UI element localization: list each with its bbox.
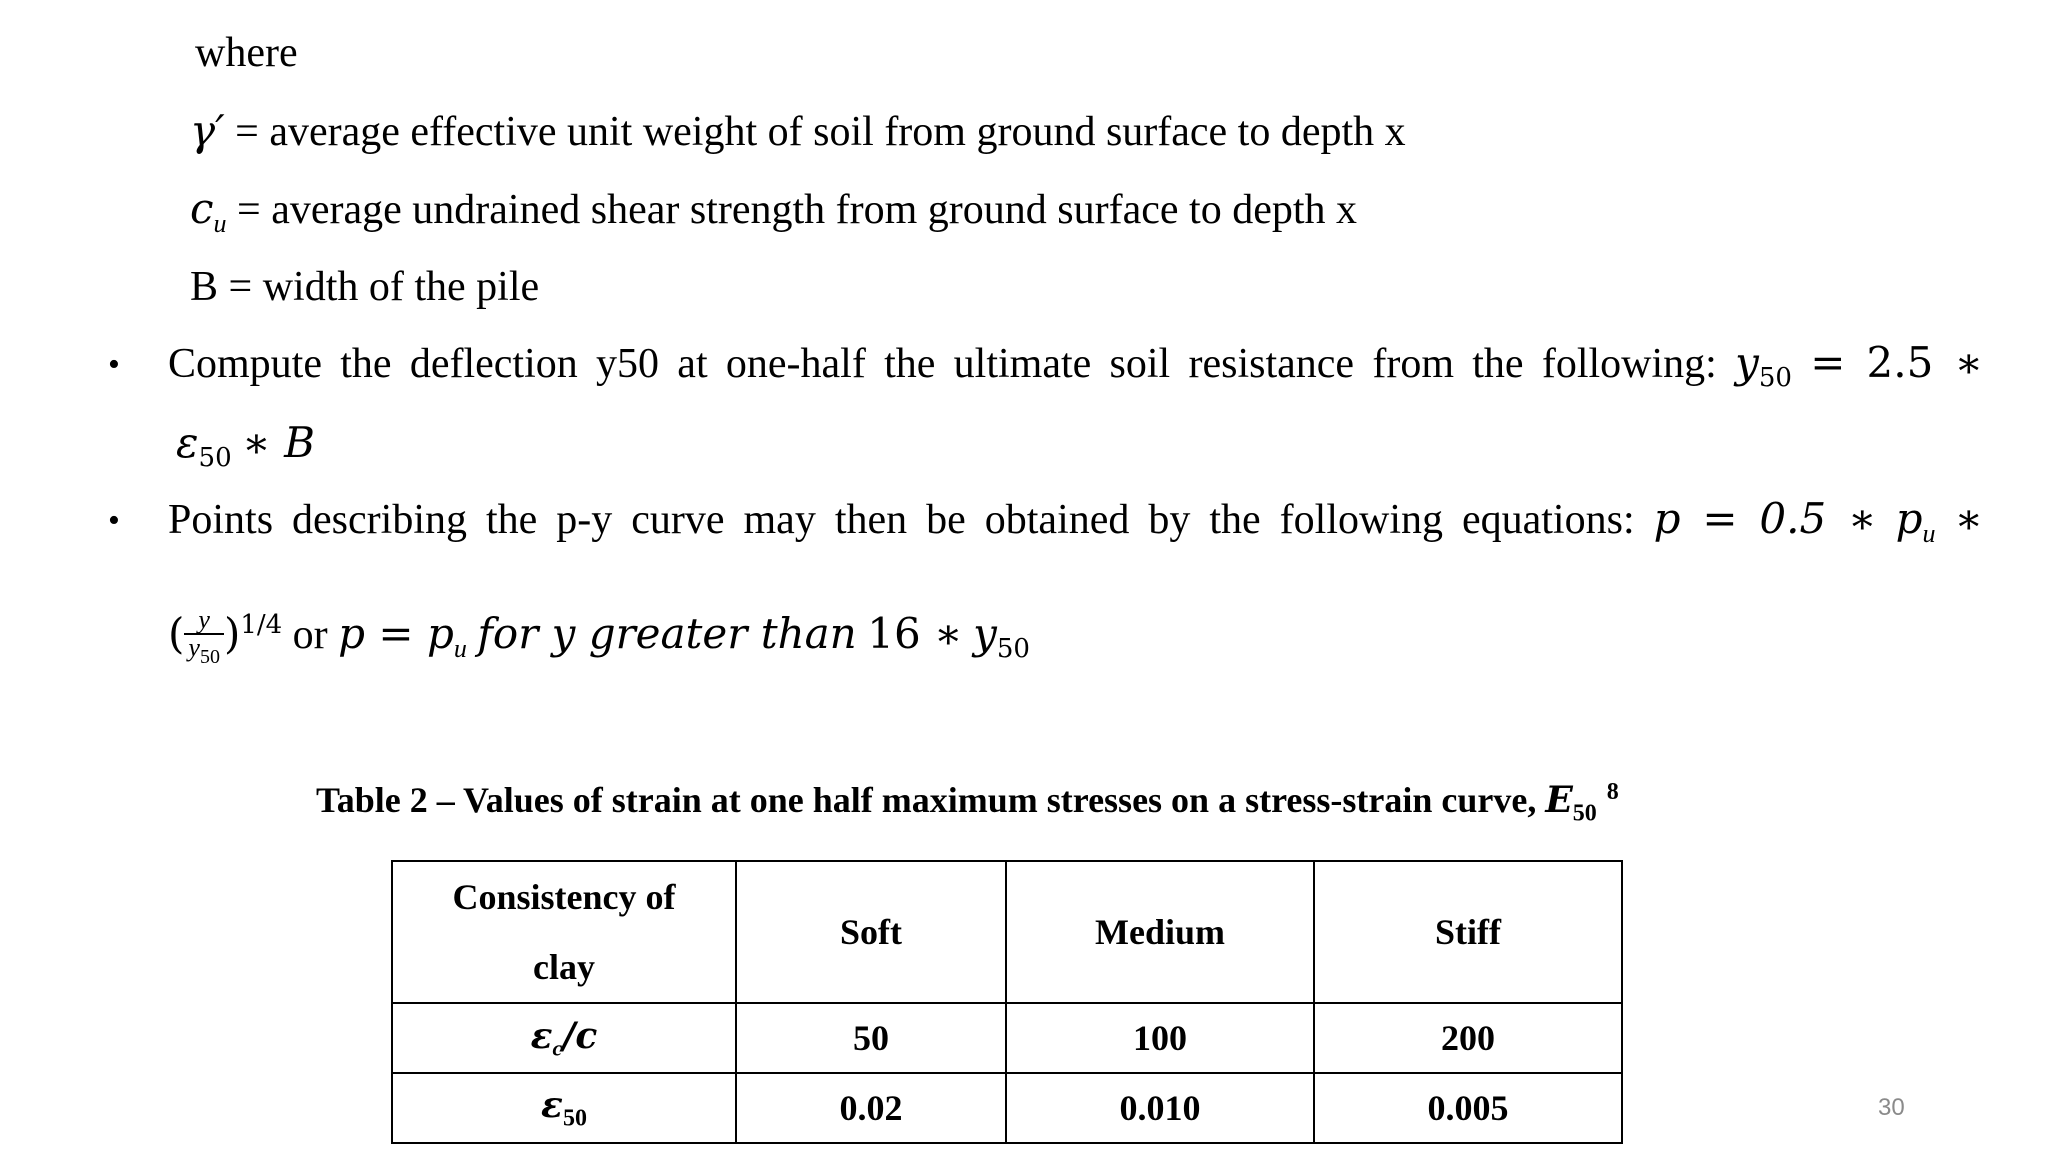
bullet-2-equation-continued: ( $\frac{y}{y_{50}}$ )$^{1/4}$ or $p = p_u$ for y greater than 16 ∗ $y_{50}$ (168, 604, 1030, 668)
cell-stiff: 200 (1314, 1003, 1622, 1073)
gamma-text: = average effective unit weight of soil from ground surface to depth x (235, 109, 1406, 155)
bullet-2-marker: • (108, 502, 120, 539)
cell-medium: 100 (1006, 1003, 1314, 1073)
page-number: 30 (1878, 1094, 1905, 1121)
cell-soft: 0.02 (736, 1073, 1006, 1143)
header-medium: Medium (1006, 861, 1314, 1003)
bullet-1-equation-continued: $\varepsilon_{50}$ ∗ B (176, 418, 315, 474)
cu-text: = average undrained shear strength from ground surface to depth x (237, 187, 1357, 233)
where-label: where (195, 30, 298, 76)
cu-definition: $c_u$ = average undrained shear strength from ground surface to depth x (190, 184, 1357, 239)
strain-table (391, 860, 1623, 1144)
bullet-1-text: Compute the deflection y50 at one-half the ultimate soil resistance from the following: $y_{50} = 2.5$ ∗ (168, 338, 1984, 394)
table-header-row (392, 861, 1622, 1003)
bullet-2-text: Points describing the p-y curve may then be obtained by the following equations: p = 0.5 ∗ $p_u$ ∗ (168, 494, 1984, 549)
header-soft: Soft (736, 861, 1006, 1003)
y-over-y50-fraction: $\frac{y}{y_{50}}$ (184, 607, 224, 670)
header-stiff: Stiff (1314, 861, 1622, 1003)
cell-medium: 0.010 (1006, 1073, 1314, 1143)
caption-symbol: E (1545, 779, 1573, 821)
gamma-symbol: γ′ (190, 106, 225, 155)
header-consistency: Consistency of clay (392, 861, 736, 1003)
b-definition: B = width of the pile (190, 264, 540, 310)
gamma-definition (190, 106, 1406, 157)
table-caption: Table 2 – Values of strain at one half maximum stresses on a stress-strain curve, $E_{50}^8$ (316, 779, 1619, 827)
row-label-ec-over-c: $\varepsilon_c/c$ (392, 1003, 736, 1073)
cu-symbol: c (190, 184, 214, 233)
cell-stiff: 0.005 (1314, 1073, 1622, 1143)
row-label-e50: $\varepsilon_{50}$ (392, 1073, 736, 1143)
table-row (392, 1073, 1622, 1143)
cell-soft: 50 (736, 1003, 1006, 1073)
bullet-1-marker: • (108, 346, 120, 383)
table-row (392, 1003, 1622, 1073)
